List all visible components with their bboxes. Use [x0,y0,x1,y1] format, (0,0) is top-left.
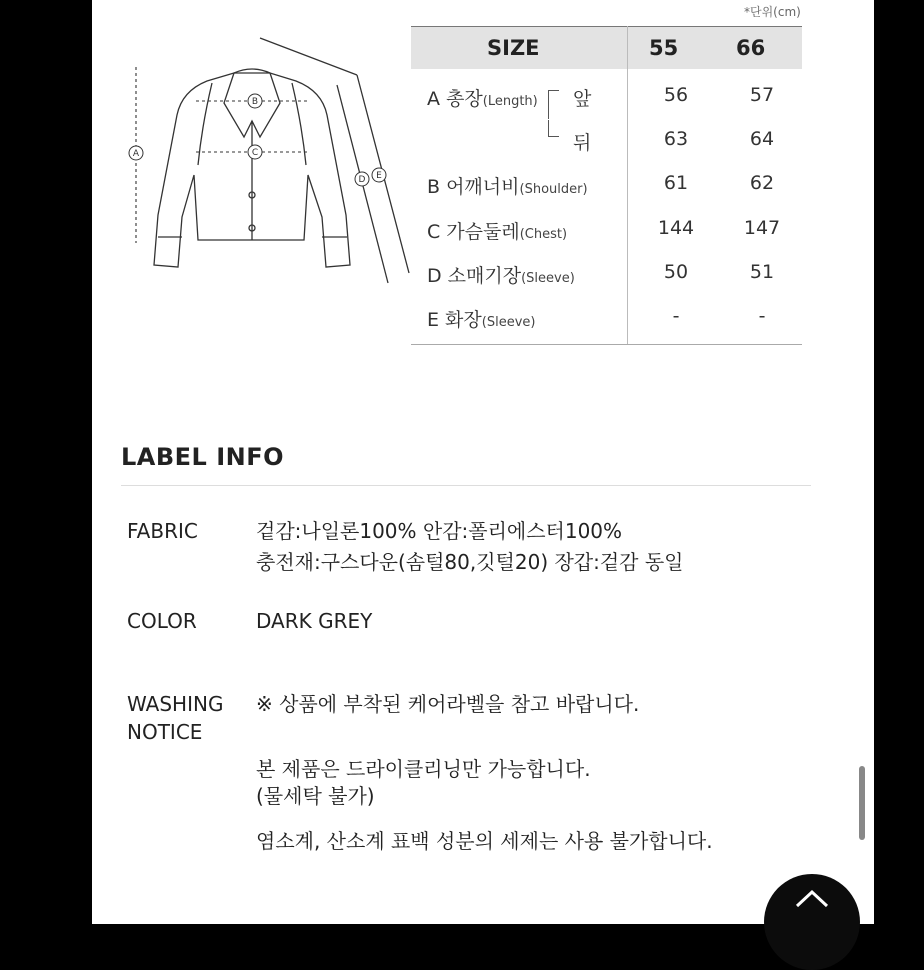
washing-line-2: 본 제품은 드라이클리닝만 가능합니다. [256,757,591,781]
row-label: D 소매기장(Sleeve) [427,265,575,287]
row-label: A 총장(Length) [427,88,538,110]
unit-note: *단위(cm) [744,5,801,19]
scrollbar-thumb[interactable] [859,766,865,840]
bracket-line [548,120,559,137]
washing-key-line-1: WASHING [127,692,224,716]
color-value: DARK GREY [256,609,373,633]
cell-55: 56 [663,84,689,106]
row-label: E 화장(Sleeve) [427,309,536,331]
cell-55: - [672,305,680,327]
cell-55: 61 [663,172,689,194]
washing-line-1: ※ 상품에 부착된 케어라벨을 참고 바랍니다. [256,692,640,716]
diagram-label-a: A [132,149,140,159]
cell-66: - [758,305,766,327]
jacket-diagram [122,25,452,325]
fabric-key: FABRIC [127,519,198,543]
cell-66: 147 [743,217,781,239]
table-row [411,164,802,204]
diagram-label-b: B [251,97,259,107]
fabric-line-2: 충전재:구스다운(솜털80,깃털20) 장갑:겉감 동일 [256,550,684,574]
cell-66: 51 [749,261,775,283]
header-size-66: 66 [736,36,766,60]
label-info-title: LABEL INFO [121,443,285,471]
table-row [411,297,802,337]
bracket-line [548,90,559,119]
product-detail-page [92,0,874,924]
chevron-up-icon [793,888,831,910]
fabric-line-1: 겉감:나일론100% 안감:폴리에스터100% [256,519,623,543]
diagram-label-d: D [358,175,366,185]
cell-55: 50 [663,261,689,283]
cell-55: 144 [657,217,695,239]
washing-key-line-2: NOTICE [127,720,203,744]
table-row [411,209,802,249]
size-table-header [411,26,802,69]
cell-66: 62 [749,172,775,194]
divider [121,485,811,486]
scroll-to-top-button[interactable] [764,874,860,970]
cell-55: 63 [663,128,689,150]
row-part-back: 뒤 [573,132,592,154]
cell-66: 64 [749,128,775,150]
row-part-front: 앞 [573,88,592,110]
washing-line-4: 염소계, 산소계 표백 성분의 세제는 사용 불가합니다. [256,829,713,853]
diagram-label-e: E [376,171,382,181]
washing-line-3: (물세탁 불가) [256,784,375,808]
color-key: COLOR [127,609,197,633]
table-row [411,76,802,116]
header-size: SIZE [487,36,540,60]
table-row [411,253,802,293]
table-row [411,120,802,160]
cell-66: 57 [749,84,775,106]
row-label: C 가슴둘레(Chest) [427,221,568,243]
size-table [411,26,802,331]
diagram-label-c: C [251,148,259,158]
header-size-55: 55 [649,36,679,60]
table-bottom-border [411,344,802,345]
row-label: B 어깨너비(Shoulder) [427,176,588,198]
